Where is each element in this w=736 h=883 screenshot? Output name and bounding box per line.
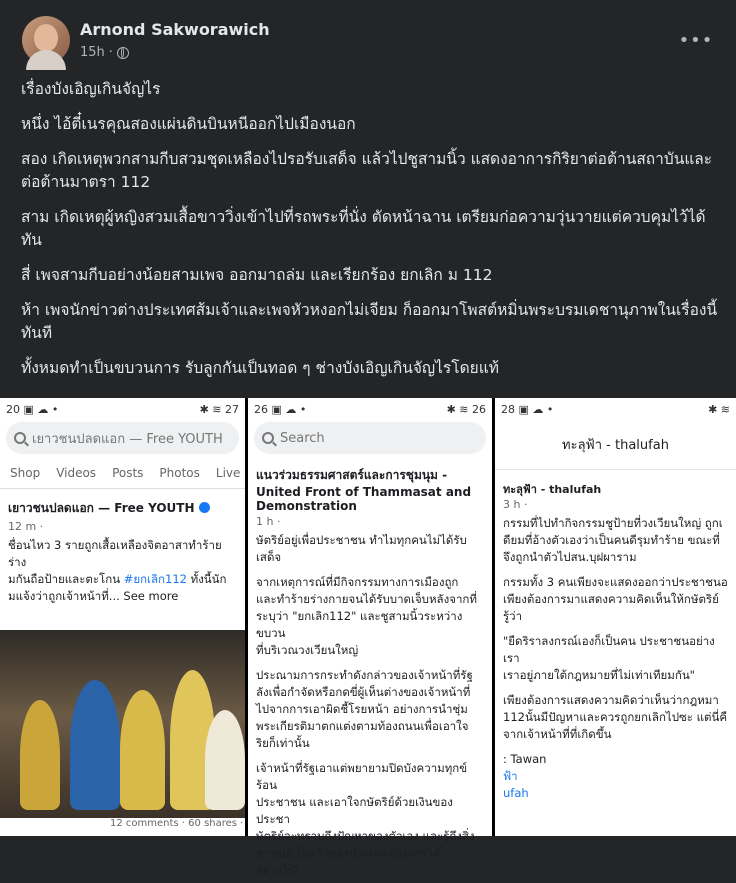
public-globe-icon <box>117 47 129 59</box>
status-right: ✱ ≋ 26 <box>446 402 486 416</box>
excerpt-line: เจ้าหน้าที่รัฐเอาแต่พยายามปิดบังความทุกข์ร้อน <box>256 761 468 792</box>
screenshot-thalufah[interactable] <box>495 398 736 836</box>
excerpt-line <box>256 752 484 760</box>
excerpt-line: ชื่อนไหว 3 รายถูกเสื้อเหลืองจิตอาสาทำร้ายร่าง <box>8 538 222 569</box>
excerpt-line: ดียมที่อ้างตัวเองว่าเป็นคนดีรุมทำร้าย ขณะที่ <box>503 533 720 547</box>
search-placeholder: Search <box>280 430 325 446</box>
protest-photo <box>0 630 245 820</box>
post-time: 12 m · <box>8 520 44 533</box>
post-image-collage[interactable] <box>0 398 736 877</box>
excerpt-text: ทั้งนี้นัก <box>190 572 227 586</box>
post-paragraph: สอง เกิดเหตุพวกสามกีบสวมชุดเหลืองไปรอรับเสด็จ แล้วไปชูสามนิ้ว แสดงอาการกิริยาต่อต้านสถาบันและต่อต้านมาตรา 112 <box>21 150 713 191</box>
search-text: เยาวชนปลดแอก — Free YOUTH <box>32 431 223 447</box>
search-icon <box>14 432 26 444</box>
page-name-text: เยาวชนปลดแอก — Free YOUTH <box>8 501 195 515</box>
excerpt-line: มแจ้งว่าถูกเจ้าหน้าที่... See more <box>8 589 179 603</box>
person-figure <box>20 700 60 810</box>
status-left: 26 ▣ ☁ • <box>254 402 307 416</box>
page-tabs <box>0 456 245 489</box>
tab-live: Live <box>215 466 241 480</box>
excerpt-line: ริยก็เท่านั้น <box>256 736 310 750</box>
page-name <box>0 489 245 520</box>
excerpt-text: มกันถือป้ายและตะโกน <box>8 572 121 586</box>
excerpt-line: : Tawan <box>503 752 547 766</box>
engagement-footer: 12 comments · 60 shares · <box>0 818 245 836</box>
status-bar <box>495 398 736 420</box>
post-excerpt <box>0 533 245 609</box>
tab-videos: Videos <box>56 466 97 480</box>
excerpt-line <box>503 566 728 574</box>
excerpt-line: เพียงต้องการมาแสดงความคิดเห็นให้กษัตริย์ <box>503 592 719 606</box>
status-left: 20 ▣ ☁ • <box>6 402 59 416</box>
status-right: ✱ ≋ 27 <box>199 402 239 416</box>
status-right: ✱ ≋ <box>708 402 730 416</box>
post-time: 1 h · <box>256 515 281 528</box>
excerpt-line: ระบุว่า "ยกเลิก112" และชูสามนิ้วระหว่างขบวน <box>256 609 463 640</box>
post-text <box>21 78 721 392</box>
more-options-icon[interactable]: ••• <box>678 29 714 51</box>
excerpt-line: เพียงต้องการแสดงความคิดว่าเห็นว่ากฎหมา <box>503 693 719 707</box>
excerpt-line: ที่บริเวณวงเวียนใหญ่ <box>256 643 359 657</box>
person-figure <box>70 680 120 810</box>
excerpt-line: 112นั้นมีปัญหาและควรถูกยกเลิกไปซะ แต่นี่คื <box>503 710 728 724</box>
meta-separator: · <box>108 45 113 60</box>
person-figure <box>120 690 165 810</box>
page-name: ทะลุฟ้า - thalufah <box>503 483 602 496</box>
post-paragraph: ทั้งหมดทำเป็นขบวนการ รับลูกกันเป็นทอด ๆ ช่างบังเอิญเกินจัญไรโดยแท้ <box>21 359 499 377</box>
excerpt-line: ฟ้า <box>503 769 518 783</box>
screenshot-united-front[interactable] <box>248 398 492 877</box>
excerpt-line <box>503 684 728 692</box>
post-time: 3 h · <box>503 498 528 511</box>
excerpt-line: พระเกียรติมาตกแต่งตามท้องถนนเพื่อเอาใจ <box>256 719 469 733</box>
excerpt-line: ไปจากการเอาผิดชี้โรยหน้า อย่างการนำชุ่ม <box>256 702 468 716</box>
post-header <box>22 16 714 68</box>
tab-photos: Photos <box>159 466 200 480</box>
author-name[interactable]: Arnond Sakworawich <box>80 20 270 39</box>
excerpt-line: จึงถูกนำตัวไปสน.บุฝผาราม <box>503 550 637 564</box>
post-excerpt <box>495 511 736 806</box>
excerpt-line <box>503 743 728 751</box>
author-avatar[interactable] <box>22 16 70 64</box>
excerpt-line <box>256 659 484 667</box>
page-title: ทะลุฟ้า - thalufah <box>495 420 736 470</box>
tab-shop: Shop <box>10 466 41 480</box>
excerpt-line <box>256 566 484 574</box>
excerpt-line: จากเจ้าหน้าที่ที่เกิดขึ้น <box>503 727 612 741</box>
search-bar <box>6 422 239 454</box>
excerpt-line: ประชาชน และเอาใจกษัตริย์ด้วยเงินของประชา <box>256 795 453 826</box>
excerpt-line <box>503 625 728 633</box>
excerpt-line: กรรมทั้ง 3 คนเพียงจะแสดงออกว่าประชาชนอ <box>503 575 728 589</box>
post-paragraph: หนึ่ง ไอ้ตี๋เนรคุณสองแผ่นดินบินหนีออกไปเมืองนอก <box>21 115 356 133</box>
excerpt-line: ประณามการกระทำดังกล่าวของเจ้าหน้าที่รัฐ <box>256 668 473 682</box>
person-figure <box>205 710 245 810</box>
post-paragraph: สาม เกิดเหตุผู้หญิงสวมเสื้อขาววิ่งเข้าไปที่รถพระที่นั่ง ตัดหน้าฉาน เตรียมก่อความวุ่นวายแต่ควบคุมไว้ได้ทัน <box>21 208 706 249</box>
screenshot-free-youth[interactable] <box>0 398 245 836</box>
excerpt-line: จากเหตุการณ์ที่มีกิจกรรมทางการเมืองถูก <box>256 575 459 589</box>
post-paragraph: สี่ เพจสามกีบอย่างน้อยสามเพจ ออกมาถล่ม และเรียกร้อง ยกเลิก ม 112 <box>21 266 493 284</box>
post-paragraph: เรื่องบังเอิญเกินจัญไร <box>21 80 161 98</box>
excerpt-line: ลังเพื่อกำจัดหรือกดขี่ผู้เห็นต่างของเจ้าหน้าที่ <box>256 685 471 699</box>
excerpt-line: "ยืดริราลงกรณ์เองก็เป็นคน ประชาชนอย่างเรา <box>503 634 715 665</box>
excerpt-line <box>8 571 237 588</box>
page-name: แนวร่วมธรรมศาสตร์และการชุมนุม - United Front of Thammasat and Demonstration <box>256 468 472 513</box>
hashtag-link: #ยกเลิก112 <box>123 572 187 586</box>
avatar-face <box>34 24 58 52</box>
excerpt-line: ษัตริย์จะทราบถึงปัญหาของตัวเอง และรู้ถึงสิ่ง <box>256 829 475 843</box>
excerpt-line: เราอยู่ภายใต้กฎหมายที่ไม่เท่าเทียมกัน" <box>503 668 695 682</box>
post-time[interactable]: 15h <box>80 45 105 60</box>
post-meta <box>80 45 129 60</box>
avatar-shirt <box>26 50 66 70</box>
search-icon <box>262 432 274 444</box>
excerpt-line: กรรมที่ไปทำกิจกรรมชูป้ายที่วงเวียนใหญ่ ถูกเ <box>503 516 723 530</box>
tab-posts: Posts <box>112 466 144 480</box>
excerpt-line: รู้ว่า <box>503 609 523 623</box>
excerpt-line: ชาชนผู้เป็นเจ้าของประเทศต้องการได้อย่างไร? <box>256 846 441 877</box>
excerpt-line: ษัตริย์อยู่เพื่อประชาชน ทำไมทุกคนไม่ได้รับเสด็จ <box>256 533 467 564</box>
verified-badge-icon <box>199 502 210 513</box>
search-bar <box>254 422 486 454</box>
status-left: 28 ▣ ☁ • <box>501 402 554 416</box>
status-bar <box>248 398 492 420</box>
excerpt-line: ufah <box>503 786 529 800</box>
status-bar <box>0 398 245 420</box>
post-excerpt <box>248 528 492 883</box>
excerpt-line: และทำร้ายร่างกายจนได้รับบาดเจ็บหลังจากที่ <box>256 592 477 606</box>
post-paragraph: ห้า เพจนักข่าวต่างประเทศส้มเจ้าและเพจหัวหงอกไม่เจียม ก็ออกมาโพสต์หมิ่นพระบรมเดชานุภาพในเรื่องนี้ทันที <box>21 301 718 342</box>
